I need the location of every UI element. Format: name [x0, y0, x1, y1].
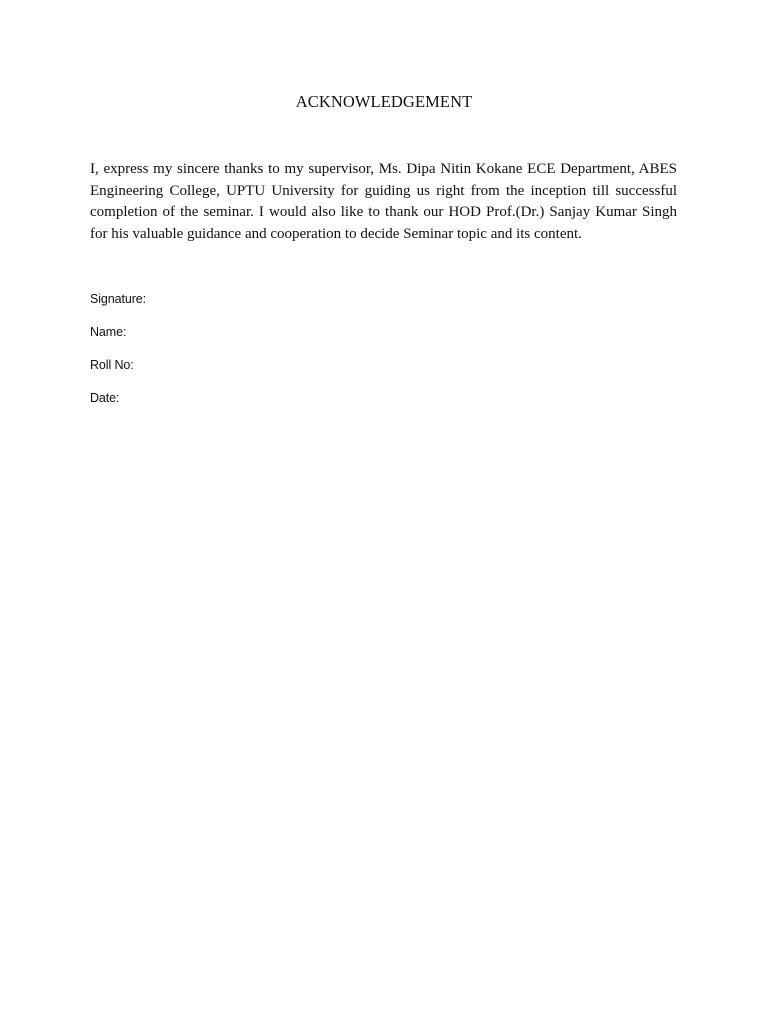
page-title: ACKNOWLEDGEMENT [295, 92, 473, 111]
name-label: Name: [90, 325, 127, 339]
date-label: Date: [90, 391, 120, 405]
signature-label: Signature: [90, 292, 146, 306]
acknowledgement-paragraph: I, express my sincere thanks to my supervisor, Ms. Dipa Nitin Kokane ECE Department, ABES Engineering College, UPTU University for guiding us right from the inception till successful completion of the seminar. I would also like to thank our HOD Prof.(Dr.) Sanjay Kumar Singh for his valuable guidance and cooperation to decide Seminar topic and its content. [90, 161, 677, 242]
roll-no-label: Roll No: [90, 358, 134, 372]
